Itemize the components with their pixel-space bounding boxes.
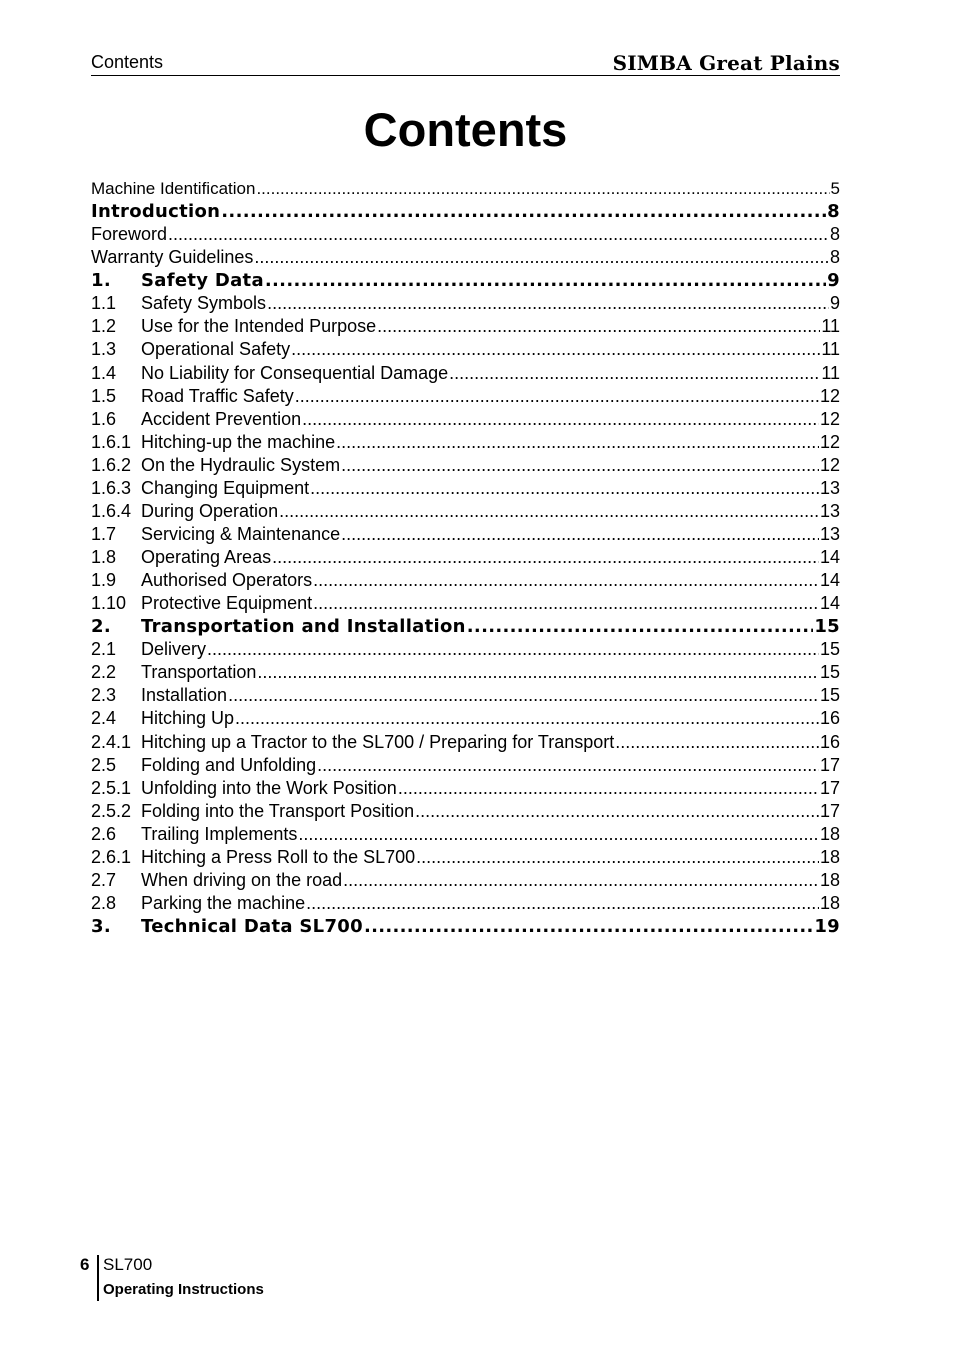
toc-entry[interactable]: [91, 431, 840, 454]
toc-entry-page: 13: [819, 477, 840, 498]
toc-entry-label: Folding and Unfolding: [141, 754, 317, 775]
toc-entry-page: 13: [819, 523, 840, 544]
toc-entry-label: Hitching-up the machine: [141, 431, 336, 452]
toc-entry-number: 2.2: [91, 662, 117, 683]
toc-entry-page: 17: [819, 800, 840, 821]
toc-entry-page: 8: [827, 201, 840, 223]
toc-entry[interactable]: [91, 592, 840, 615]
toc-leader-dots: [377, 315, 820, 338]
toc-leader-dots: [168, 223, 829, 246]
toc-entry-label: No Liability for Consequential Damage: [141, 362, 449, 383]
toc-entry-label: Authorised Operators: [141, 570, 313, 591]
toc-leader-dots: [256, 177, 829, 200]
toc-entry[interactable]: [91, 638, 840, 661]
footer-page-number: 6: [80, 1255, 90, 1274]
toc-entry-page: 13: [819, 500, 840, 521]
toc-entry-label: Hitching Up: [141, 708, 235, 729]
toc-leader-dots: [235, 707, 819, 730]
toc-entry-number: 1.9: [91, 570, 117, 591]
toc-leader-dots: [272, 546, 819, 569]
toc-leader-dots: [257, 661, 819, 684]
footer-model: SL700: [103, 1255, 153, 1274]
toc-entry[interactable]: [91, 823, 840, 846]
toc-entry-label: Hitching up a Tractor to the SL700 / Preparing for Transport: [141, 731, 615, 752]
toc-entry-number: 1.3: [91, 339, 117, 360]
toc-entry-page: 8: [829, 224, 840, 245]
toc-entry-label: Technical Data SL700: [141, 916, 363, 937]
toc-entry-label: Installation: [141, 685, 228, 706]
toc-entry-page: 8: [829, 247, 840, 268]
toc-entry[interactable]: [91, 777, 840, 800]
toc-entry-number: 2.4: [91, 708, 117, 729]
toc-entry-label: During Operation: [141, 500, 279, 521]
toc-entry-page: 11: [821, 362, 840, 383]
toc-entry[interactable]: [91, 523, 840, 546]
toc-leader-dots: [291, 338, 820, 361]
toc-entry[interactable]: [91, 223, 840, 246]
toc-entry-page: 19: [814, 916, 840, 937]
toc-entry-page: 16: [819, 708, 840, 729]
toc-entry-number: 2.5.1: [91, 777, 132, 798]
toc-entry[interactable]: [91, 315, 840, 338]
toc-entry[interactable]: [91, 684, 840, 707]
toc-leader-dots: [267, 292, 829, 315]
toc-entry-number: 3.: [91, 916, 111, 937]
toc-entry-label: Delivery: [141, 639, 207, 660]
toc-entry-page: 12: [819, 454, 840, 475]
toc-entry-label: On the Hydraulic System: [141, 454, 341, 475]
toc-entry[interactable]: [91, 246, 840, 269]
toc-entry[interactable]: [91, 915, 840, 938]
toc-entry-page: 15: [814, 616, 840, 638]
toc-entry-number: 1.6.2: [91, 454, 132, 475]
toc-entry-label: Foreword: [91, 224, 168, 245]
toc-entry[interactable]: [91, 177, 840, 200]
toc-entry[interactable]: [91, 269, 840, 292]
toc-entry-label: Use for the Intended Purpose: [141, 316, 377, 337]
footer-divider: [97, 1255, 99, 1301]
toc-entry-label: Safety Symbols: [141, 293, 267, 314]
toc-entry-page: 12: [819, 431, 840, 452]
toc-entry-page: 17: [819, 777, 840, 798]
toc-leader-dots: [221, 200, 826, 223]
toc-leader-dots: [364, 915, 813, 938]
toc-entry-page: 12: [819, 408, 840, 429]
toc-entry-number: 1.6.1: [91, 431, 132, 452]
toc-entry-number: 1.8: [91, 547, 117, 567]
toc-entry-page: 11: [821, 339, 840, 360]
toc-entry-label: Safety Data: [141, 270, 264, 292]
toc-entry-label: Hitching a Press Roll to the SL700: [141, 846, 416, 867]
toc-entry-number: 2.8: [91, 892, 117, 913]
toc-entry-page: 11: [821, 316, 840, 337]
toc-leader-dots: [313, 569, 819, 592]
toc-entry-number: 2.3: [91, 685, 117, 706]
toc-entry-page: 18: [819, 869, 840, 890]
toc-entry-label: Folding into the Transport Position: [141, 800, 415, 821]
toc-entry-page: 15: [819, 685, 840, 706]
brand-logo: SIMBA Great Plains: [612, 51, 840, 75]
toc-entry[interactable]: [91, 615, 840, 638]
toc-entry-label: Road Traffic Safety: [141, 385, 294, 406]
toc-entry-number: 2.5: [91, 754, 117, 775]
toc-entry-label: Transportation and Installation: [141, 616, 466, 638]
toc-entry-number: 1.6.3: [91, 477, 132, 498]
toc-entry-page: 18: [819, 892, 840, 913]
toc-entry-label: Machine Identification: [91, 179, 256, 198]
toc-entry-label: Servicing & Maintenance: [141, 523, 341, 544]
toc-entry[interactable]: [91, 385, 840, 408]
toc-entry[interactable]: [91, 362, 840, 385]
toc-entry[interactable]: [91, 661, 840, 684]
toc-entry-label: Operational Safety: [141, 339, 291, 360]
toc-entry[interactable]: [91, 754, 840, 777]
page-header: [91, 50, 840, 76]
toc-entry-label: Operating Areas: [141, 547, 272, 567]
toc-entry-label: Protective Equipment: [141, 593, 313, 614]
toc-entry[interactable]: [91, 292, 840, 315]
toc-entry[interactable]: [91, 707, 840, 730]
toc-entry-number: 2.1: [91, 639, 117, 660]
toc-entry-page: 16: [819, 731, 840, 752]
toc-leader-dots: [336, 431, 819, 454]
toc-entry[interactable]: [91, 800, 840, 823]
toc-entry-label: Trailing Implements: [141, 823, 298, 844]
toc-entry-label: Accident Prevention: [141, 408, 302, 429]
toc-entry-label: Transportation: [141, 662, 257, 683]
toc-entry-label: Introduction: [91, 201, 221, 223]
toc-entry-label: Warranty Guidelines: [91, 247, 254, 268]
toc-entry-number: 1.5: [91, 385, 117, 406]
toc-leader-dots: [306, 892, 819, 915]
page-title: Contents: [363, 103, 568, 156]
toc-entry-number: 1.1: [91, 293, 117, 314]
toc-leader-dots: [302, 408, 819, 431]
toc-entry-number: 2.5.2: [91, 800, 132, 821]
toc-entry-page: 9: [829, 293, 840, 314]
toc-entry-number: 2.: [91, 616, 111, 638]
toc-entry[interactable]: [91, 846, 840, 869]
toc-entry-page: 18: [819, 823, 840, 844]
toc-entry-page: 15: [819, 662, 840, 683]
toc-entry-page: 14: [819, 593, 840, 614]
toc-leader-dots: [341, 523, 819, 546]
footer-doc-type: Operating Instructions: [103, 1281, 264, 1298]
toc-leader-dots: [279, 500, 819, 523]
toc-entry-page: 15: [819, 639, 840, 660]
toc-entry-number: 1.4: [91, 362, 117, 383]
toc-leader-dots: [207, 638, 819, 661]
toc-leader-dots: [467, 615, 814, 638]
toc-entry-number: 1.10: [91, 593, 127, 614]
toc-entry[interactable]: [91, 454, 840, 477]
toc-entry-number: 1.2: [91, 316, 117, 337]
toc-entry-label: Unfolding into the Work Position: [141, 777, 397, 798]
toc-leader-dots: [298, 823, 819, 846]
toc-entry-page: 5: [830, 179, 840, 198]
toc-leader-dots: [265, 269, 826, 292]
toc-entry-number: 2.4.1: [91, 731, 132, 752]
table-of-contents: [91, 177, 840, 938]
toc-leader-dots: [254, 246, 829, 269]
toc-entry-number: 1.6.4: [91, 500, 132, 521]
toc-entry-number: 2.6: [91, 823, 117, 844]
toc-entry[interactable]: [91, 569, 840, 592]
toc-leader-dots: [449, 362, 820, 385]
toc-entry-page: 18: [819, 846, 840, 867]
toc-entry-page: 14: [819, 547, 840, 567]
toc-leader-dots: [341, 454, 819, 477]
toc-leader-dots: [228, 684, 819, 707]
toc-entry-page: 12: [819, 385, 840, 406]
toc-leader-dots: [310, 477, 819, 500]
toc-entry-number: 2.6.1: [91, 846, 132, 867]
toc-entry-number: 1.: [91, 270, 111, 292]
toc-leader-dots: [317, 754, 819, 777]
toc-entry[interactable]: [91, 869, 840, 892]
toc-entry[interactable]: [91, 477, 840, 500]
toc-entry-page: 14: [819, 570, 840, 591]
header-section-title: Contents: [91, 52, 164, 72]
toc-entry[interactable]: [91, 200, 840, 223]
toc-leader-dots: [398, 777, 819, 800]
toc-entry-number: 2.7: [91, 869, 117, 890]
toc-leader-dots: [615, 731, 819, 754]
toc-entry[interactable]: [91, 408, 840, 431]
toc-entry-label: Changing Equipment: [141, 477, 310, 498]
toc-entry[interactable]: [91, 338, 840, 361]
toc-entry-page: 9: [827, 270, 840, 292]
toc-entry-number: 1.6: [91, 408, 117, 429]
toc-entry[interactable]: [91, 546, 840, 569]
toc-entry[interactable]: [91, 892, 840, 915]
toc-leader-dots: [343, 869, 819, 892]
toc-leader-dots: [313, 592, 819, 615]
toc-entry-number: 1.7: [91, 523, 117, 544]
toc-leader-dots: [295, 385, 819, 408]
toc-leader-dots: [416, 846, 819, 869]
toc-entry[interactable]: [91, 500, 840, 523]
toc-entry[interactable]: [91, 731, 840, 754]
toc-entry-label: Parking the machine: [141, 892, 306, 913]
toc-leader-dots: [415, 800, 819, 823]
toc-entry-label: When driving on the road: [141, 869, 343, 890]
toc-entry-page: 17: [819, 754, 840, 775]
